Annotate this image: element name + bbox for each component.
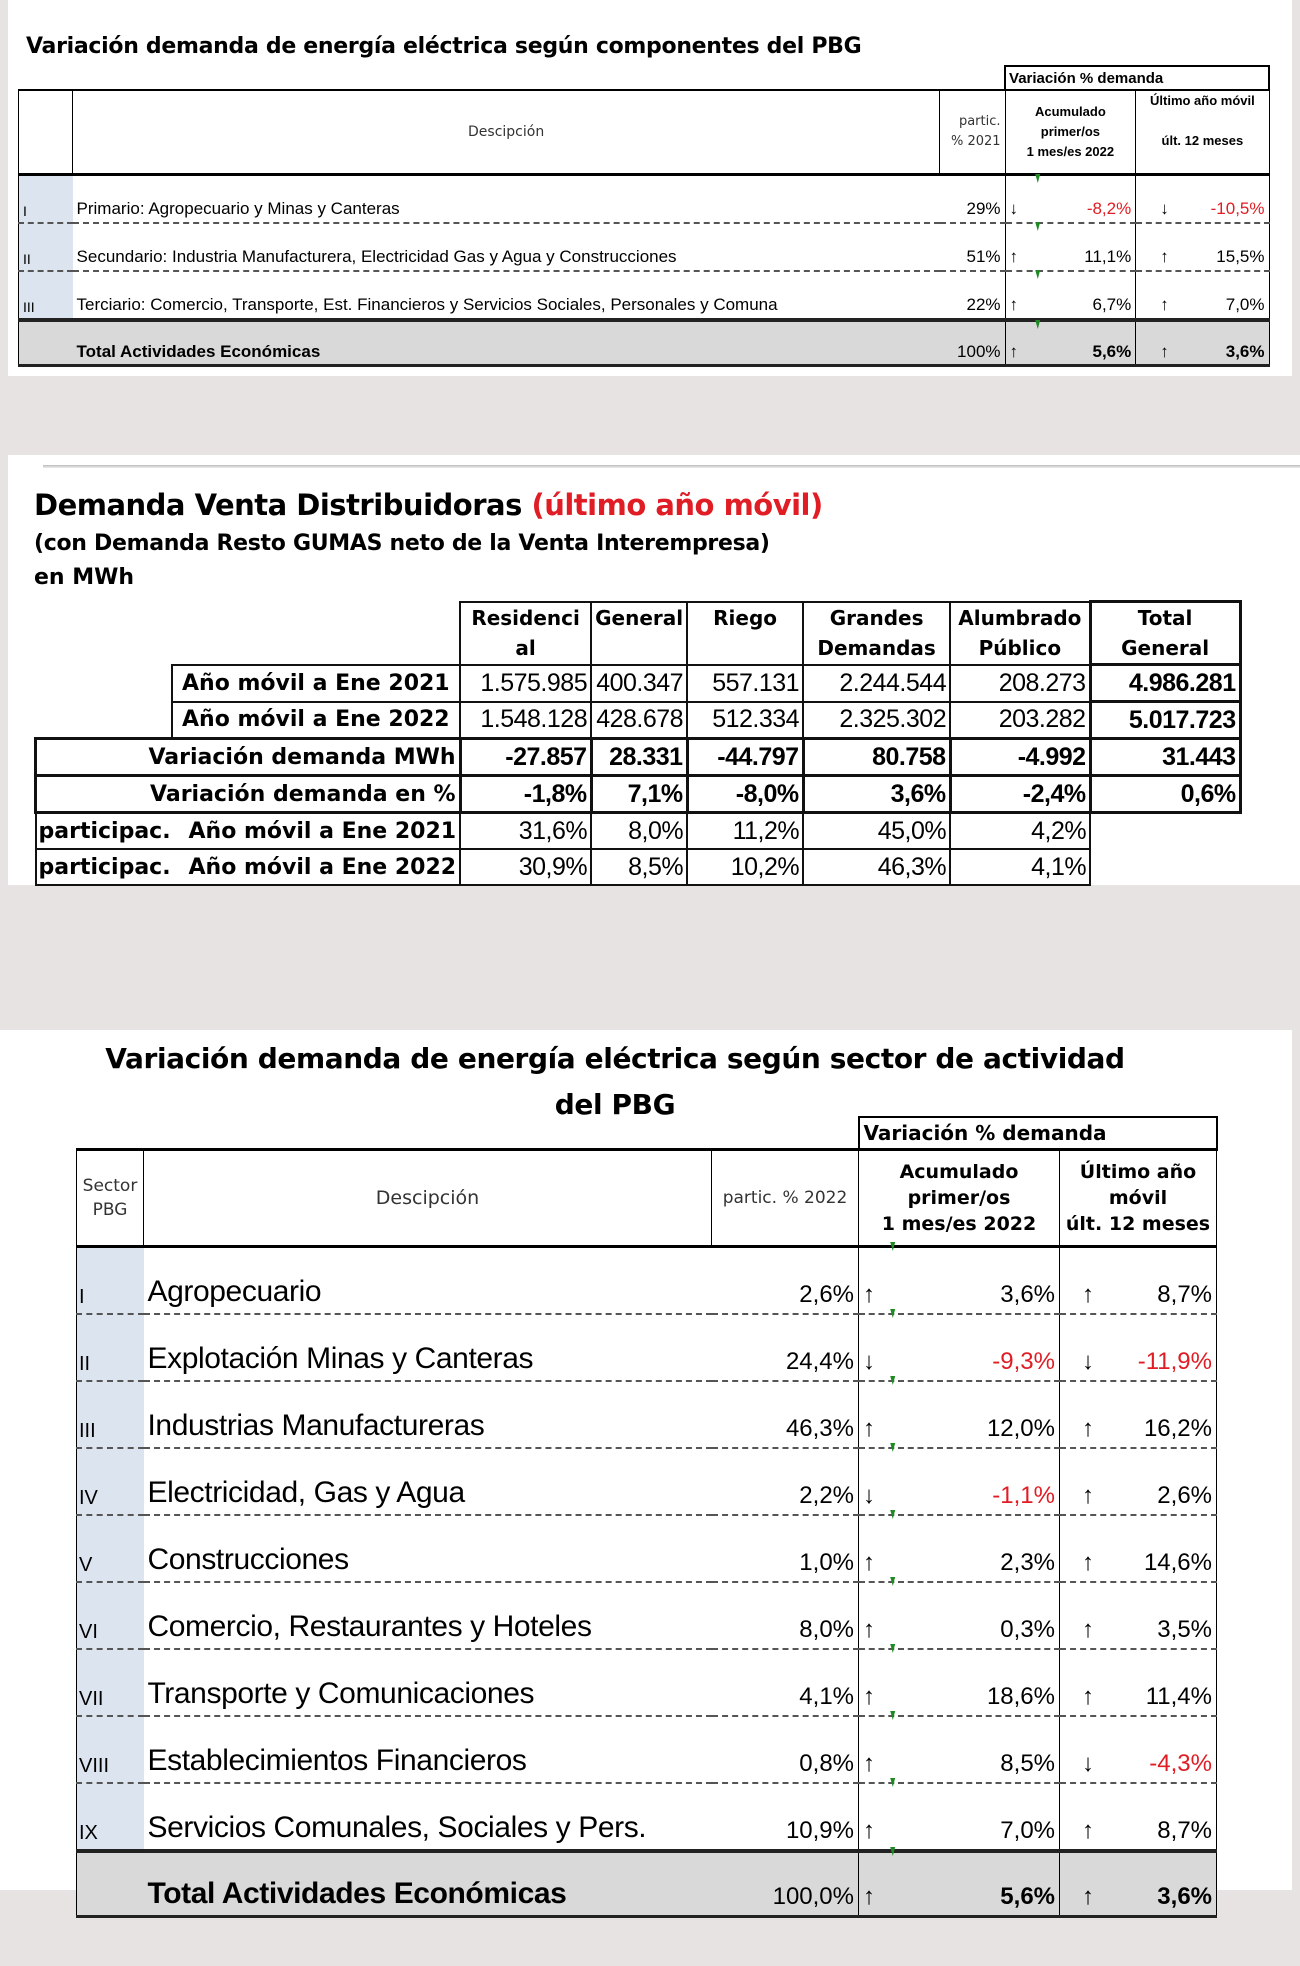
sector-code: II xyxy=(19,223,73,271)
description-header: Descipción xyxy=(73,90,940,174)
row-share: 10,9% xyxy=(712,1783,859,1851)
table-row xyxy=(77,1314,1217,1381)
value-cell: 5.017.723 xyxy=(1090,702,1240,739)
arrow-up-icon: ↑ xyxy=(863,1415,875,1442)
row-cumulative: ↑ 6,7% xyxy=(1005,271,1136,320)
arrow-down-icon: ↓ xyxy=(1160,198,1169,218)
row-cumulative: ↓ -1,1% xyxy=(859,1448,1060,1515)
row-moving: ↓ -11,9% xyxy=(1060,1314,1217,1381)
value-cell: 30,9% xyxy=(460,849,591,885)
panel-distributors-table xyxy=(8,455,1300,885)
value-cell: 203.282 xyxy=(950,702,1090,739)
table2-title-highlight: (último año móvil) xyxy=(531,488,823,522)
arrow-up-icon: ↑ xyxy=(1009,294,1019,314)
table2-subtitle: (con Demanda Resto GUMAS neto de la Venta Interempresa) xyxy=(34,531,770,556)
sector-code: IX xyxy=(77,1783,144,1851)
sector-code: II xyxy=(77,1314,144,1381)
sector-code: III xyxy=(77,1381,144,1448)
value-cell: 0,6% xyxy=(1090,776,1240,813)
sector-code: VIII xyxy=(77,1716,144,1783)
row-moving: ↑ 7,0% xyxy=(1136,271,1269,320)
sector-code: I xyxy=(77,1247,144,1315)
col-header: General xyxy=(591,602,687,665)
total-row xyxy=(77,1851,1217,1917)
sector-code: V xyxy=(77,1515,144,1582)
row-share: 22% xyxy=(940,271,1005,320)
row-description: Comercio, Restaurantes y Hoteles xyxy=(144,1582,712,1649)
row-share: 46,3% xyxy=(712,1381,859,1448)
row-moving: ↑ 14,6% xyxy=(1060,1515,1217,1582)
table-row xyxy=(19,271,1270,320)
value-cell: 428.678 xyxy=(591,702,687,739)
row-label: participac. Año móvil a Ene 2022 xyxy=(36,849,461,885)
table-row xyxy=(36,776,1241,813)
row-label: Variación demanda en % xyxy=(36,776,461,813)
table-row xyxy=(77,1582,1217,1649)
table-row xyxy=(77,1247,1217,1315)
value-cell: 45,0% xyxy=(803,813,950,850)
row-cumulative: ↓ -8,2% xyxy=(1005,174,1136,223)
divider xyxy=(43,465,1300,468)
col-header: Grandes Demandas xyxy=(803,602,950,665)
table-row xyxy=(77,1381,1217,1448)
arrow-up-icon: ↑ xyxy=(1082,1482,1094,1509)
group-header-row xyxy=(77,1117,1217,1150)
row-share: 29% xyxy=(940,174,1005,223)
group-header-row xyxy=(19,66,1270,90)
value-cell: 512.334 xyxy=(687,702,803,739)
arrow-up-icon: ↑ xyxy=(1082,1616,1094,1643)
row-moving: ↓ -4,3% xyxy=(1060,1716,1217,1783)
cumulative-header: Acumulado primer/os 1 mes/es 2022 xyxy=(1005,90,1136,174)
arrow-up-icon: ↑ xyxy=(1082,1883,1094,1910)
share-header: partic. % 2022 xyxy=(712,1150,859,1247)
sector-header: Sector PBG xyxy=(77,1150,144,1247)
value-cell: 31,6% xyxy=(460,813,591,850)
column-header-row xyxy=(77,1150,1217,1247)
row-moving: ↑ 8,7% xyxy=(1060,1247,1217,1315)
row-moving: ↑ 11,4% xyxy=(1060,1649,1217,1716)
table-row xyxy=(77,1448,1217,1515)
row-description: Electricidad, Gas y Agua xyxy=(144,1448,712,1515)
row-label: participac. Año móvil a Ene 2021 xyxy=(36,813,461,850)
total-moving: ↑ 3,6% xyxy=(1136,320,1269,366)
row-cumulative: ↓ -9,3% xyxy=(859,1314,1060,1381)
description-header: Descipción xyxy=(144,1150,712,1247)
row-cumulative: ↑ 18,6% xyxy=(859,1649,1060,1716)
value-cell: 4.986.281 xyxy=(1090,665,1240,702)
table-row xyxy=(36,739,1241,776)
row-cumulative: ↑ 2,3% xyxy=(859,1515,1060,1582)
col-header: Residenci al xyxy=(460,602,591,665)
components-table xyxy=(18,65,1270,367)
table2-unit: en MWh xyxy=(34,565,135,590)
value-cell: -2,4% xyxy=(950,776,1090,813)
col-header: Total General xyxy=(1090,602,1240,665)
sector-code: VI xyxy=(77,1582,144,1649)
arrow-up-icon: ↑ xyxy=(863,1883,875,1910)
arrow-down-icon: ↓ xyxy=(1009,198,1019,218)
value-cell: 8,0% xyxy=(591,813,687,850)
table2-title: Demanda Venta Distribuidoras (último año móvil) xyxy=(34,488,823,522)
sector-code: VII xyxy=(77,1649,144,1716)
row-description: Construcciones xyxy=(144,1515,712,1582)
col-header: Alumbrado Público xyxy=(950,602,1090,665)
value-cell: 8,5% xyxy=(591,849,687,885)
total-share: 100,0% xyxy=(712,1851,859,1917)
row-description: Secundario: Industria Manufacturera, Electricidad Gas y Agua y Construcciones xyxy=(73,223,940,271)
group-header: Variación % demanda xyxy=(1005,66,1269,90)
arrow-up-icon: ↑ xyxy=(863,1281,875,1308)
row-description: Agropecuario xyxy=(144,1247,712,1315)
share-header: partic. % 2021 xyxy=(940,90,1005,174)
arrow-up-icon: ↑ xyxy=(1160,246,1169,266)
row-share: 1,0% xyxy=(712,1515,859,1582)
value-cell: 80.758 xyxy=(803,739,950,776)
table-row xyxy=(19,174,1270,223)
value-cell: 31.443 xyxy=(1090,739,1240,776)
row-description: Industrias Manufactureras xyxy=(144,1381,712,1448)
row-share: 24,4% xyxy=(712,1314,859,1381)
total-cumulative: ↑ 5,6% xyxy=(859,1851,1060,1917)
table-row xyxy=(36,702,1241,739)
table-row xyxy=(77,1716,1217,1783)
value-cell: 46,3% xyxy=(803,849,950,885)
row-cumulative: ↑ 11,1% xyxy=(1005,223,1136,271)
arrow-up-icon: ↑ xyxy=(1082,1549,1094,1576)
total-row xyxy=(19,320,1270,366)
row-label: Año móvil a Ene 2022 xyxy=(172,702,461,739)
distributors-table xyxy=(34,600,1242,886)
arrow-up-icon: ↑ xyxy=(1082,1281,1094,1308)
row-share: 2,6% xyxy=(712,1247,859,1315)
row-share: 8,0% xyxy=(712,1582,859,1649)
value-cell: 4,1% xyxy=(950,849,1090,885)
arrow-down-icon: ↓ xyxy=(1082,1750,1094,1777)
sectors-table xyxy=(76,1116,1218,1918)
value-cell: 2.244.544 xyxy=(803,665,950,702)
panel-components-table xyxy=(8,0,1292,376)
row-label: Variación demanda MWh xyxy=(36,739,461,776)
row-label: Año móvil a Ene 2021 xyxy=(172,665,461,702)
row-description: Explotación Minas y Canteras xyxy=(144,1314,712,1381)
row-share: 0,8% xyxy=(712,1716,859,1783)
value-cell: 10,2% xyxy=(687,849,803,885)
row-share: 4,1% xyxy=(712,1649,859,1716)
row-description: Terciario: Comercio, Transporte, Est. Financieros y Servicios Sociales, Personales y Comuna xyxy=(73,271,940,320)
table-row xyxy=(19,223,1270,271)
value-cell: 557.131 xyxy=(687,665,803,702)
value-cell: -27.857 xyxy=(460,739,591,776)
sector-code: III xyxy=(19,271,73,320)
arrow-down-icon: ↓ xyxy=(863,1348,875,1375)
value-cell: -44.797 xyxy=(687,739,803,776)
value-cell: 1.548.128 xyxy=(460,702,591,739)
table-row xyxy=(77,1515,1217,1582)
share-row xyxy=(36,849,1241,885)
table-row xyxy=(77,1649,1217,1716)
row-cumulative: ↑ 12,0% xyxy=(859,1381,1060,1448)
value-cell: 208.273 xyxy=(950,665,1090,702)
moving-header: Último año móvil últ. 12 meses xyxy=(1060,1150,1217,1247)
value-cell: 7,1% xyxy=(591,776,687,813)
arrow-up-icon: ↑ xyxy=(1082,1415,1094,1442)
value-cell: 2.325.302 xyxy=(803,702,950,739)
table3-title: Variación demanda de energía eléctrica según sector de actividad del PBG xyxy=(105,1042,1125,1121)
arrow-up-icon: ↑ xyxy=(863,1683,875,1710)
arrow-up-icon: ↑ xyxy=(1160,294,1169,314)
column-header-row xyxy=(19,90,1270,174)
cumulative-header: Acumulado primer/os 1 mes/es 2022 xyxy=(859,1150,1060,1247)
row-description: Establecimientos Financieros xyxy=(144,1716,712,1783)
sector-header xyxy=(19,90,73,174)
row-share: 2,2% xyxy=(712,1448,859,1515)
row-moving: ↑ 2,6% xyxy=(1060,1448,1217,1515)
sector-code: IV xyxy=(77,1448,144,1515)
arrow-up-icon: ↑ xyxy=(1009,246,1019,266)
table1-title: Variación demanda de energía eléctrica según componentes del PBG xyxy=(26,34,862,59)
arrow-up-icon: ↑ xyxy=(863,1817,875,1844)
value-cell: 11,2% xyxy=(687,813,803,850)
moving-header: Último año móvil últ. 12 meses xyxy=(1136,90,1269,174)
total-share: 100% xyxy=(940,320,1005,366)
value-cell: 4,2% xyxy=(950,813,1090,850)
total-label: Total Actividades Económicas xyxy=(144,1851,712,1917)
arrow-down-icon: ↓ xyxy=(1082,1348,1094,1375)
sector-code: I xyxy=(19,174,73,223)
row-cumulative: ↑ 3,6% xyxy=(859,1247,1060,1315)
row-description: Transporte y Comunicaciones xyxy=(144,1649,712,1716)
arrow-down-icon: ↓ xyxy=(863,1482,875,1509)
row-moving: ↓ -10,5% xyxy=(1136,174,1269,223)
total-cumulative: ↑ 5,6% xyxy=(1005,320,1136,366)
value-cell: -1,8% xyxy=(460,776,591,813)
row-cumulative: ↑ 0,3% xyxy=(859,1582,1060,1649)
total-moving: ↑ 3,6% xyxy=(1060,1851,1217,1917)
value-cell: -4.992 xyxy=(950,739,1090,776)
value-cell: -8,0% xyxy=(687,776,803,813)
row-description: Servicios Comunales, Sociales y Pers. xyxy=(144,1783,712,1851)
value-cell: 28.331 xyxy=(591,739,687,776)
value-cell: 3,6% xyxy=(803,776,950,813)
col-header: Riego xyxy=(687,602,803,665)
row-cumulative: ↑ 8,5% xyxy=(859,1716,1060,1783)
row-moving: ↑ 15,5% xyxy=(1136,223,1269,271)
arrow-up-icon: ↑ xyxy=(1082,1817,1094,1844)
arrow-up-icon: ↑ xyxy=(1009,341,1019,361)
row-moving: ↑ 3,5% xyxy=(1060,1582,1217,1649)
row-moving: ↑ 16,2% xyxy=(1060,1381,1217,1448)
arrow-up-icon: ↑ xyxy=(1160,341,1169,361)
table-row xyxy=(77,1783,1217,1851)
row-moving: ↑ 8,7% xyxy=(1060,1783,1217,1851)
column-header-row xyxy=(36,602,1241,665)
value-cell: 1.575.985 xyxy=(460,665,591,702)
row-share: 51% xyxy=(940,223,1005,271)
group-header: Variación % demanda xyxy=(859,1117,1217,1150)
panel-sectors-table xyxy=(0,1030,1292,1910)
row-cumulative: ↑ 7,0% xyxy=(859,1783,1060,1851)
value-cell: 400.347 xyxy=(591,665,687,702)
arrow-up-icon: ↑ xyxy=(863,1616,875,1643)
total-label: Total Actividades Económicas xyxy=(73,320,940,366)
arrow-up-icon: ↑ xyxy=(863,1549,875,1576)
arrow-up-icon: ↑ xyxy=(1082,1683,1094,1710)
arrow-up-icon: ↑ xyxy=(863,1750,875,1777)
share-row xyxy=(36,813,1241,850)
row-description: Primario: Agropecuario y Minas y Canteras xyxy=(73,174,940,223)
table-row xyxy=(36,665,1241,702)
